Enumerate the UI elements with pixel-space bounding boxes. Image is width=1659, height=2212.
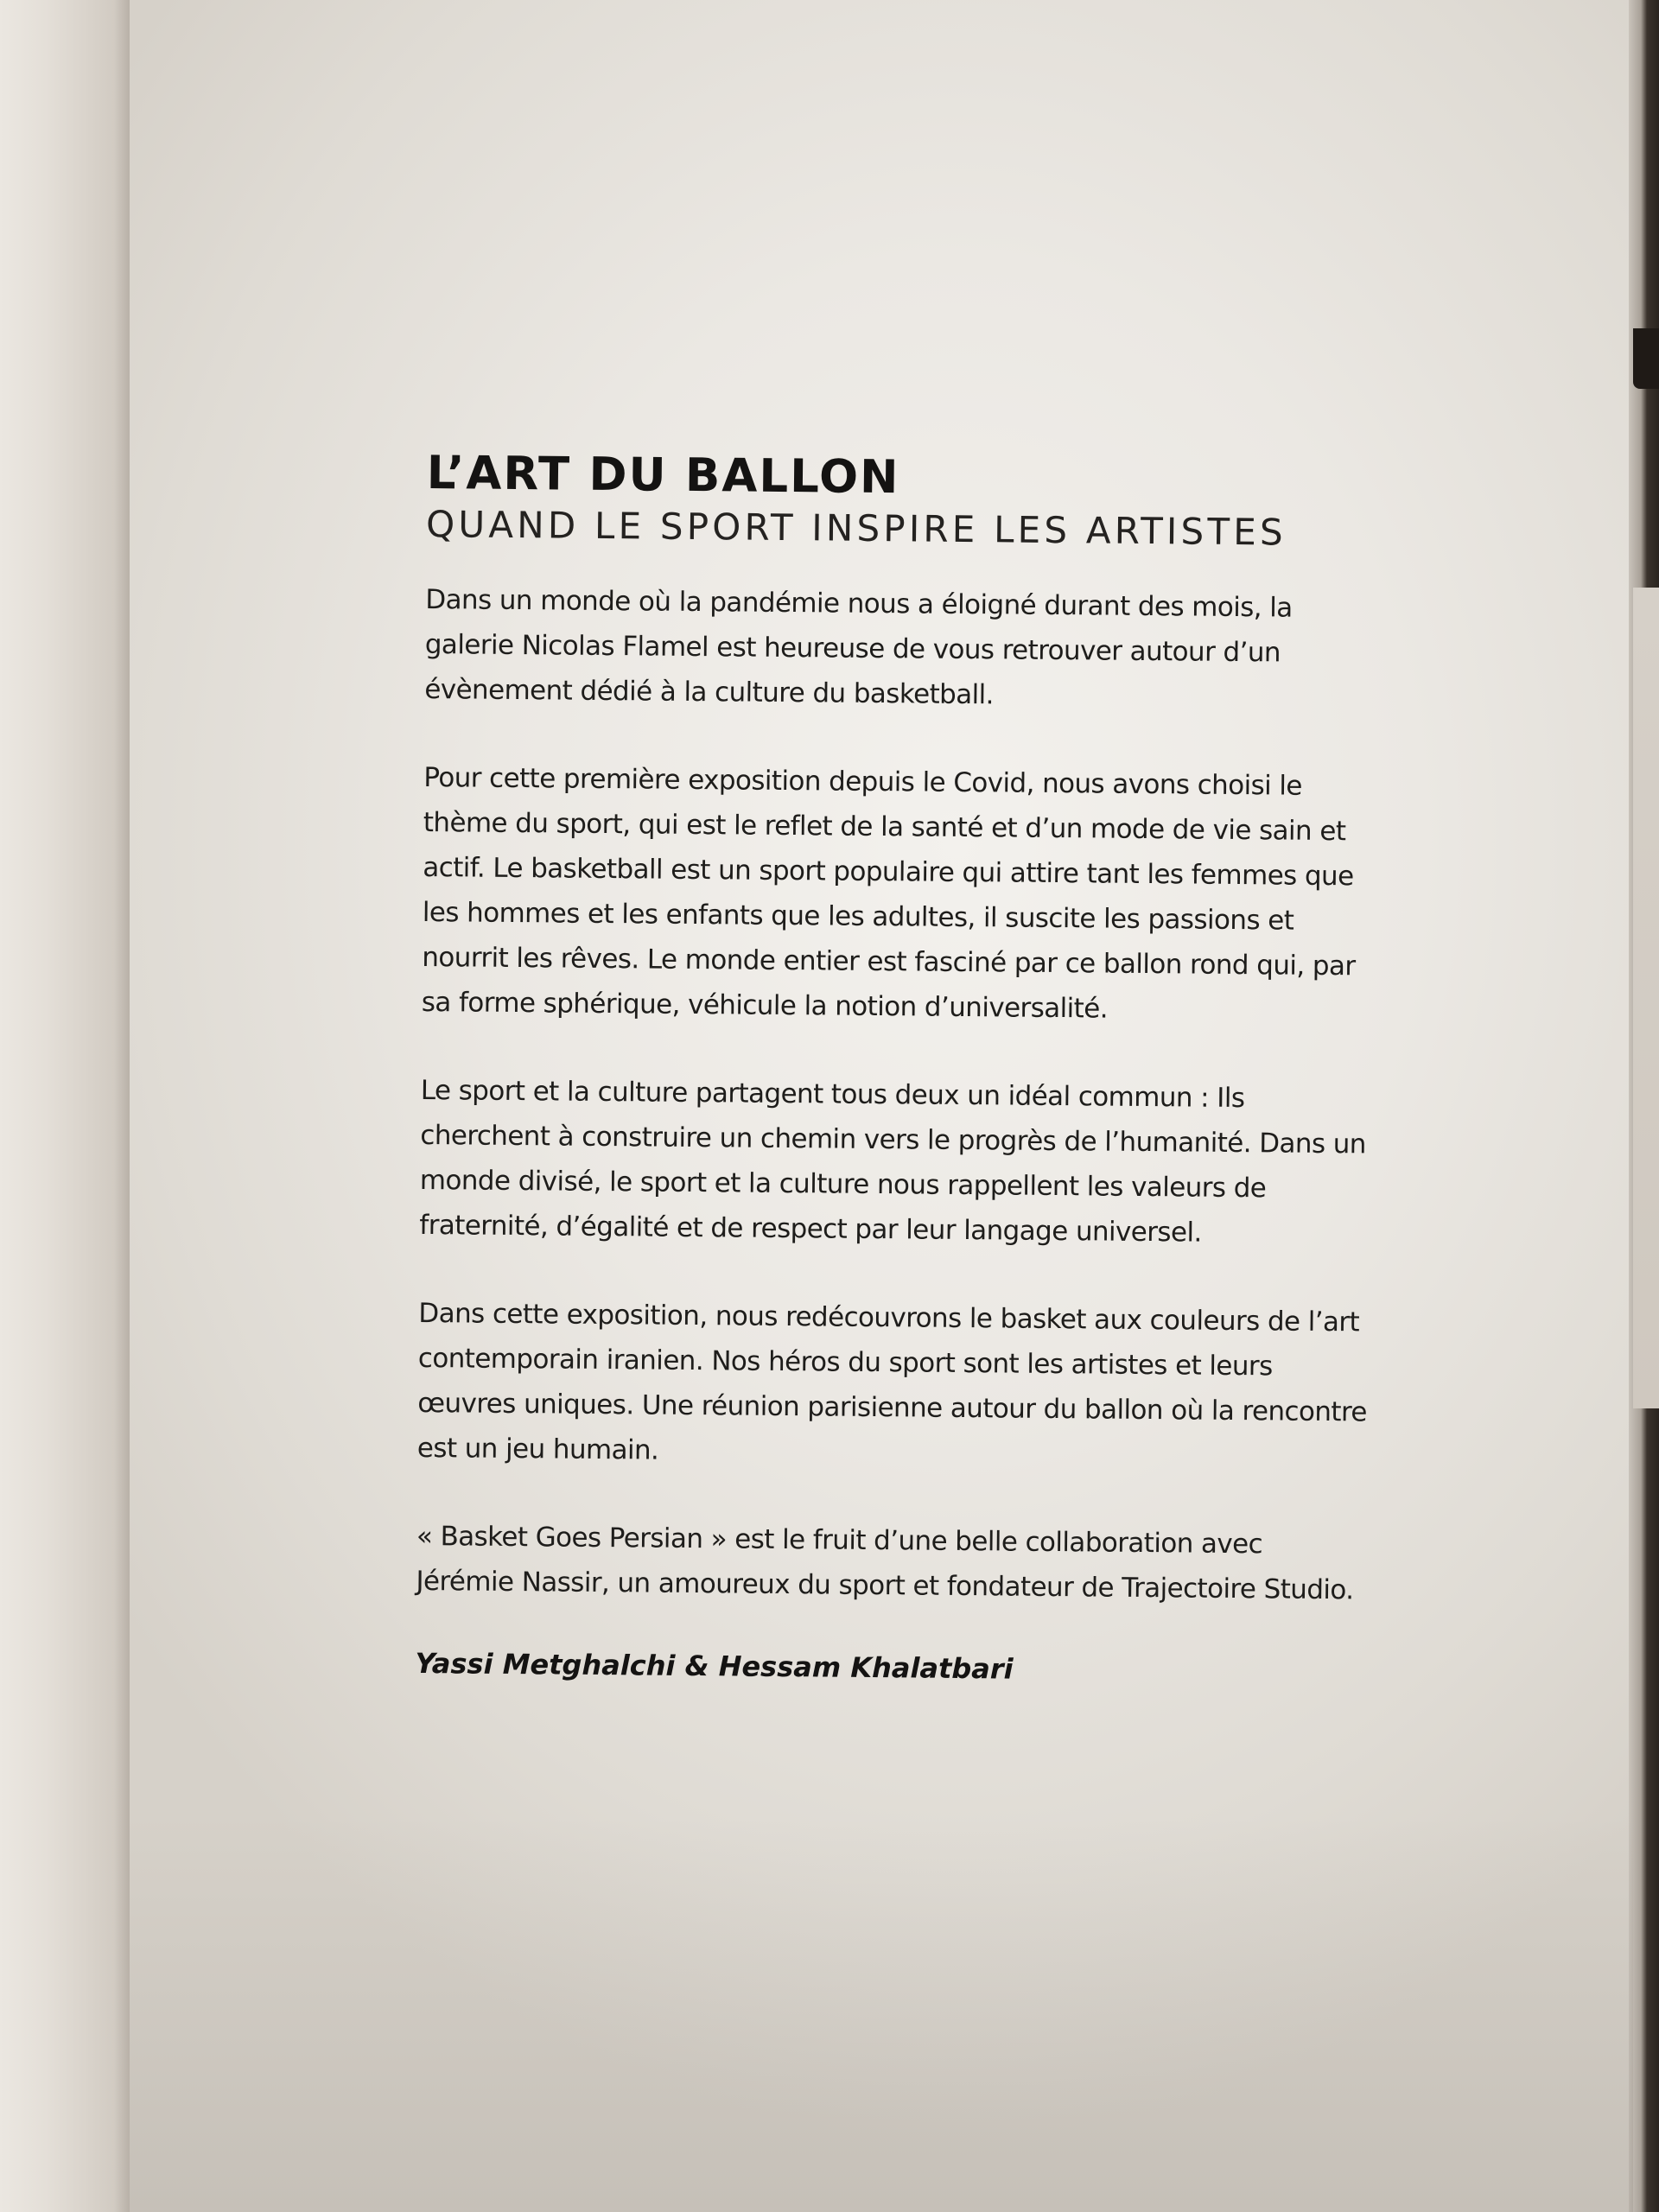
wall-edge-shadow [114, 0, 130, 2212]
paragraph-5: « Basket Goes Persian » est le fruit d’une belle collaboration avec Jérémie Nassir, un amoureux du sport et fondateur de Trajectoire Studio. [416, 1520, 1354, 1606]
exhibition-subtitle: QUAND LE SPORT INSPIRE LES ARTISTES [425, 502, 1287, 554]
wall-text [415, 449, 1377, 1688]
signature: Yassi Metghalchi & Hessam Khalatbari [415, 1646, 1014, 1686]
paragraph-2: Pour cette première exposition depuis le Covid, nous avons choisi le thème du sport, qui est le reflet de la santé et d’un mode de vie sain et actif. Le basketball est un sport populaire qui attire tant les femmes que les hommes et les enfants que les adultes, il suscite les passions et nourrit les rêves. Le monde entier est fasciné par ce ballon rond qui, par sa forme sphérique, véhicule la notion d’universalité. [421, 761, 1356, 1025]
exhibition-title: L’ART DU BALLON [426, 447, 900, 505]
paragraph-4: Dans cette exposition, nous redécouvrons le basket aux couleurs de l’art contemporain iranien. Nos héros du sport sont les artistes et leurs œuvres uniques. Une réunion parisienne autour du ballon où la rencontre est un jeu humain. [416, 1297, 1368, 1466]
intro-text [416, 577, 1376, 1613]
paragraph-3: Le sport et la culture partagent tous deux un idéal commun : Ils cherchent à construire un chemin vers le progrès de l’humanité. Dans un monde divisé, le sport et la culture nous rappellent les valeurs de fraternité, d’égalité et de respect par leur langage universel. [419, 1074, 1367, 1249]
background-doorway [1633, 588, 1659, 1408]
dark-fixture [1633, 328, 1659, 389]
paragraph-1: Dans un monde où la pandémie nous a éloigné durant des mois, la galerie Nicolas Flamel est heureuse de vous retrouver autour d’un évènement dédié à la culture du basketball. [424, 583, 1293, 711]
left-wall [0, 0, 130, 2212]
